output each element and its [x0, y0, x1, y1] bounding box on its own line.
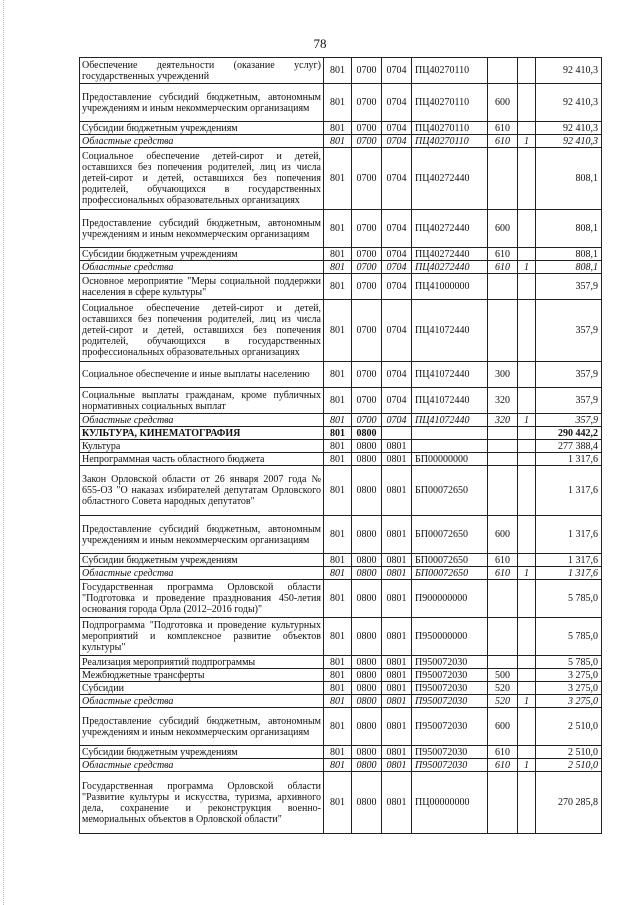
cell-grbs: 801 [324, 772, 352, 834]
cell-amount: 3 275,0 [536, 695, 602, 708]
cell-section: 0700 [352, 148, 382, 210]
cell-name: КУЛЬТУРА, КИНЕМАТОГРАФИЯ [80, 427, 324, 440]
cell-amount: 808,1 [536, 261, 602, 274]
cell-grbs: 801 [324, 427, 352, 440]
cell-section: 0700 [352, 122, 382, 135]
cell-section: 0700 [352, 210, 382, 248]
cell-grbs: 801 [324, 682, 352, 695]
cell-funding-source [518, 746, 536, 759]
cell-subsection: 0801 [382, 466, 412, 516]
cell-funding-source [518, 682, 536, 695]
cell-amount: 2 510,0 [536, 708, 602, 746]
cell-target-article: БП00072650 [412, 554, 488, 567]
cell-grbs: 801 [324, 58, 352, 84]
cell-name: Субсидии бюджетным учреждениям [80, 122, 324, 135]
cell-subsection: 0801 [382, 682, 412, 695]
cell-amount: 1 317,6 [536, 466, 602, 516]
cell-amount: 1 317,6 [536, 567, 602, 580]
cell-name: Социальное обеспечение и иные выплаты населению [80, 362, 324, 388]
cell-amount: 3 275,0 [536, 669, 602, 682]
table-row [80, 695, 602, 708]
cell-amount: 277 388,4 [536, 440, 602, 453]
cell-expense-type: 610 [488, 759, 518, 772]
cell-target-article: ПЦ41072440 [412, 300, 488, 362]
table-row [80, 84, 602, 122]
cell-subsection: 0704 [382, 84, 412, 122]
cell-target-article: ПЦ40272440 [412, 248, 488, 261]
cell-section: 0800 [352, 440, 382, 453]
cell-name: Субсидии бюджетным учреждениям [80, 554, 324, 567]
cell-name: Предоставление субсидий бюджетным, автономным учреждениям и иным некоммерческим организациям [80, 84, 324, 122]
cell-subsection: 0801 [382, 580, 412, 618]
table-row [80, 656, 602, 669]
cell-amount: 357,9 [536, 274, 602, 300]
cell-funding-source [518, 554, 536, 567]
table-row [80, 516, 602, 554]
cell-amount: 5 785,0 [536, 656, 602, 669]
cell-grbs: 801 [324, 148, 352, 210]
cell-name: Областные средства [80, 567, 324, 580]
cell-grbs: 801 [324, 274, 352, 300]
cell-grbs: 801 [324, 122, 352, 135]
cell-section: 0800 [352, 759, 382, 772]
cell-name: Государственная программа Орловской области "Подготовка и проведение празднования 450-летия основания города Орла (2012–2016 годы)" [80, 580, 324, 618]
cell-name: Областные средства [80, 695, 324, 708]
cell-name: Предоставление субсидий бюджетным, автономным учреждениям и иным некоммерческим организациям [80, 516, 324, 554]
table-row [80, 708, 602, 746]
cell-expense-type: 320 [488, 414, 518, 427]
cell-grbs: 801 [324, 362, 352, 388]
cell-name: Подпрограмма "Подготовка и проведение культурных мероприятий и комплексное развитие объектов культуры" [80, 618, 324, 656]
cell-section: 0700 [352, 300, 382, 362]
cell-name: Обеспечение деятельности (оказание услуг) государственных учреждений [80, 58, 324, 84]
cell-expense-type: 600 [488, 516, 518, 554]
table-row [80, 682, 602, 695]
cell-section: 0800 [352, 516, 382, 554]
cell-target-article: П950072030 [412, 695, 488, 708]
cell-expense-type: 500 [488, 669, 518, 682]
cell-target-article [412, 427, 488, 440]
cell-subsection: 0801 [382, 453, 412, 466]
cell-subsection: 0704 [382, 135, 412, 148]
cell-amount: 357,9 [536, 362, 602, 388]
table-row [80, 274, 602, 300]
cell-target-article: ПЦ00000000 [412, 772, 488, 834]
cell-grbs: 801 [324, 300, 352, 362]
cell-subsection: 0801 [382, 708, 412, 746]
cell-grbs: 801 [324, 248, 352, 261]
cell-expense-type: 300 [488, 362, 518, 388]
cell-section: 0700 [352, 414, 382, 427]
budget-table-body [80, 58, 602, 834]
cell-expense-type [488, 580, 518, 618]
cell-grbs: 801 [324, 656, 352, 669]
cell-target-article: П950072030 [412, 669, 488, 682]
cell-name: Областные средства [80, 261, 324, 274]
cell-funding-source: 1 [518, 135, 536, 148]
cell-funding-source [518, 427, 536, 440]
cell-subsection: 0801 [382, 669, 412, 682]
cell-section: 0700 [352, 362, 382, 388]
cell-section: 0700 [352, 388, 382, 414]
cell-target-article: П950072030 [412, 656, 488, 669]
cell-subsection: 0704 [382, 210, 412, 248]
cell-section: 0800 [352, 708, 382, 746]
cell-expense-type: 520 [488, 695, 518, 708]
cell-amount: 1 317,6 [536, 453, 602, 466]
budget-table [79, 57, 602, 834]
cell-target-article: ПЦ41072440 [412, 414, 488, 427]
cell-expense-type: 320 [488, 388, 518, 414]
cell-grbs: 801 [324, 618, 352, 656]
cell-grbs: 801 [324, 708, 352, 746]
cell-subsection: 0704 [382, 362, 412, 388]
cell-expense-type [488, 466, 518, 516]
cell-amount: 92 410,3 [536, 135, 602, 148]
cell-section: 0700 [352, 84, 382, 122]
cell-expense-type: 600 [488, 708, 518, 746]
cell-target-article: ПЦ40272440 [412, 261, 488, 274]
table-row [80, 567, 602, 580]
table-row [80, 388, 602, 414]
cell-funding-source [518, 58, 536, 84]
table-row [80, 759, 602, 772]
cell-section: 0800 [352, 682, 382, 695]
cell-section: 0800 [352, 656, 382, 669]
cell-grbs: 801 [324, 414, 352, 427]
cell-target-article: ПЦ40272440 [412, 210, 488, 248]
cell-grbs: 801 [324, 669, 352, 682]
cell-grbs: 801 [324, 516, 352, 554]
table-row [80, 362, 602, 388]
cell-subsection: 0801 [382, 746, 412, 759]
cell-target-article: П950000000 [412, 618, 488, 656]
table-row [80, 746, 602, 759]
cell-name: Субсидии [80, 682, 324, 695]
cell-name: Закон Орловской области от 26 января 2007 года № 655-ОЗ "О наказах избирателей депутатам Орловского областного Совета народных депутатов" [80, 466, 324, 516]
table-row [80, 618, 602, 656]
cell-subsection: 0704 [382, 414, 412, 427]
cell-section: 0800 [352, 580, 382, 618]
cell-target-article [412, 440, 488, 453]
cell-grbs: 801 [324, 695, 352, 708]
cell-funding-source [518, 656, 536, 669]
cell-section: 0700 [352, 261, 382, 274]
cell-funding-source [518, 440, 536, 453]
cell-grbs: 801 [324, 210, 352, 248]
cell-expense-type [488, 453, 518, 466]
cell-grbs: 801 [324, 746, 352, 759]
cell-subsection: 0704 [382, 248, 412, 261]
cell-grbs: 801 [324, 453, 352, 466]
cell-amount: 290 442,2 [536, 427, 602, 440]
cell-grbs: 801 [324, 554, 352, 567]
cell-subsection: 0704 [382, 261, 412, 274]
cell-section: 0800 [352, 567, 382, 580]
cell-expense-type: 610 [488, 122, 518, 135]
cell-target-article: П950072030 [412, 708, 488, 746]
cell-name: Областные средства [80, 414, 324, 427]
cell-section: 0800 [352, 466, 382, 516]
page-left-edge [0, 0, 4, 905]
cell-expense-type [488, 300, 518, 362]
cell-funding-source [518, 772, 536, 834]
cell-section: 0700 [352, 274, 382, 300]
table-row [80, 261, 602, 274]
cell-funding-source [518, 466, 536, 516]
cell-funding-source [518, 388, 536, 414]
cell-section: 0700 [352, 248, 382, 261]
cell-funding-source [518, 122, 536, 135]
cell-funding-source [518, 669, 536, 682]
cell-name: Социальные выплаты гражданам, кроме публичных нормативных социальных выплат [80, 388, 324, 414]
table-row [80, 453, 602, 466]
cell-subsection: 0801 [382, 656, 412, 669]
cell-target-article: ПЦ40270110 [412, 135, 488, 148]
table-row [80, 148, 602, 210]
cell-section: 0800 [352, 772, 382, 834]
cell-expense-type [488, 148, 518, 210]
cell-expense-type [488, 656, 518, 669]
cell-grbs: 801 [324, 759, 352, 772]
cell-name: Межбюджетные трансферты [80, 669, 324, 682]
cell-name: Социальное обеспечение детей-сирот и детей, оставшихся без попечения родителей, лиц из числа детей-сирот и детей, оставшихся без попечения родителей, обучающихся в государственных профессиональных образовательных организациях [80, 300, 324, 362]
cell-target-article: П950072030 [412, 759, 488, 772]
cell-amount: 3 275,0 [536, 682, 602, 695]
cell-subsection: 0801 [382, 759, 412, 772]
cell-funding-source [518, 148, 536, 210]
table-row [80, 772, 602, 834]
cell-grbs: 801 [324, 388, 352, 414]
table-row [80, 440, 602, 453]
cell-expense-type [488, 772, 518, 834]
cell-expense-type [488, 440, 518, 453]
cell-section: 0800 [352, 618, 382, 656]
page-number: 78 [313, 36, 327, 51]
cell-amount: 1 317,6 [536, 516, 602, 554]
cell-target-article: П950072030 [412, 682, 488, 695]
cell-amount: 357,9 [536, 300, 602, 362]
cell-subsection: 0704 [382, 300, 412, 362]
cell-funding-source [518, 274, 536, 300]
cell-funding-source [518, 210, 536, 248]
cell-name: Социальное обеспечение детей-сирот и детей, оставшихся без попечения родителей, лиц из числа детей-сирот и детей, оставшихся без попечения родителей, обучающихся в государственных профессиональных образовательных организациях [80, 148, 324, 210]
cell-target-article: ПЦ40270110 [412, 84, 488, 122]
cell-grbs: 801 [324, 84, 352, 122]
cell-expense-type: 610 [488, 261, 518, 274]
cell-subsection: 0801 [382, 695, 412, 708]
cell-section: 0800 [352, 453, 382, 466]
cell-expense-type [488, 618, 518, 656]
cell-amount: 92 410,3 [536, 58, 602, 84]
cell-funding-source: 1 [518, 414, 536, 427]
cell-expense-type: 610 [488, 567, 518, 580]
cell-name: Субсидии бюджетным учреждениям [80, 248, 324, 261]
cell-grbs: 801 [324, 261, 352, 274]
cell-amount: 1 317,6 [536, 554, 602, 567]
cell-amount: 270 285,8 [536, 772, 602, 834]
cell-funding-source [518, 580, 536, 618]
cell-grbs: 801 [324, 580, 352, 618]
cell-amount: 808,1 [536, 248, 602, 261]
cell-expense-type: 600 [488, 84, 518, 122]
table-row [80, 414, 602, 427]
cell-grbs: 801 [324, 440, 352, 453]
table-row [80, 248, 602, 261]
table-row [80, 580, 602, 618]
cell-grbs: 801 [324, 135, 352, 148]
table-row [80, 210, 602, 248]
cell-name: Основное мероприятие "Меры социальной поддержки населения в сфере культуры" [80, 274, 324, 300]
cell-funding-source: 1 [518, 567, 536, 580]
cell-name: Областные средства [80, 759, 324, 772]
table-row [80, 300, 602, 362]
cell-target-article: ПЦ40272440 [412, 148, 488, 210]
cell-target-article: ПЦ40270110 [412, 58, 488, 84]
table-row [80, 669, 602, 682]
cell-subsection: 0801 [382, 516, 412, 554]
cell-expense-type: 610 [488, 554, 518, 567]
cell-amount: 2 510,0 [536, 746, 602, 759]
cell-target-article: ПЦ40270110 [412, 122, 488, 135]
cell-expense-type: 520 [488, 682, 518, 695]
cell-section: 0800 [352, 695, 382, 708]
cell-target-article: БП00072650 [412, 516, 488, 554]
cell-subsection: 0704 [382, 58, 412, 84]
cell-subsection: 0801 [382, 618, 412, 656]
cell-amount: 808,1 [536, 210, 602, 248]
cell-name: Предоставление субсидий бюджетным, автономным учреждениям и иным некоммерческим организациям [80, 708, 324, 746]
table-row [80, 58, 602, 84]
cell-funding-source: 1 [518, 759, 536, 772]
table-row [80, 427, 602, 440]
cell-target-article: ПЦ41072440 [412, 362, 488, 388]
cell-subsection: 0704 [382, 148, 412, 210]
cell-funding-source [518, 516, 536, 554]
cell-target-article: П950072030 [412, 746, 488, 759]
cell-section: 0800 [352, 746, 382, 759]
cell-funding-source: 1 [518, 695, 536, 708]
cell-target-article: ПЦ41072440 [412, 388, 488, 414]
cell-amount: 92 410,3 [536, 122, 602, 135]
cell-section: 0700 [352, 135, 382, 148]
cell-funding-source [518, 453, 536, 466]
cell-subsection: 0801 [382, 440, 412, 453]
cell-name: Предоставление субсидий бюджетным, автономным учреждениям и иным некоммерческим организациям [80, 210, 324, 248]
cell-subsection [382, 427, 412, 440]
cell-amount: 5 785,0 [536, 618, 602, 656]
cell-amount: 808,1 [536, 148, 602, 210]
table-row [80, 466, 602, 516]
table-row [80, 135, 602, 148]
cell-section: 0800 [352, 427, 382, 440]
cell-subsection: 0801 [382, 772, 412, 834]
table-row [80, 122, 602, 135]
cell-funding-source [518, 618, 536, 656]
cell-amount: 5 785,0 [536, 580, 602, 618]
cell-target-article: ПЦ41000000 [412, 274, 488, 300]
cell-subsection: 0704 [382, 122, 412, 135]
cell-expense-type: 610 [488, 135, 518, 148]
cell-section: 0800 [352, 554, 382, 567]
cell-subsection: 0704 [382, 274, 412, 300]
cell-funding-source [518, 300, 536, 362]
cell-funding-source [518, 708, 536, 746]
cell-funding-source [518, 84, 536, 122]
cell-section: 0800 [352, 669, 382, 682]
cell-funding-source [518, 362, 536, 388]
cell-expense-type: 600 [488, 210, 518, 248]
table-row [80, 554, 602, 567]
cell-name: Субсидии бюджетным учреждениям [80, 746, 324, 759]
cell-grbs: 801 [324, 567, 352, 580]
cell-amount: 2 510,0 [536, 759, 602, 772]
cell-expense-type [488, 427, 518, 440]
cell-name: Государственная программа Орловской области "Развитие культуры и искусства, туризма, архивного дела, сохранение и реконструкция военно-мемориальных объектов в Орловской области" [80, 772, 324, 834]
cell-amount: 357,9 [536, 414, 602, 427]
cell-subsection: 0801 [382, 567, 412, 580]
cell-grbs: 801 [324, 466, 352, 516]
cell-subsection: 0801 [382, 554, 412, 567]
cell-target-article: БП00000000 [412, 453, 488, 466]
cell-amount: 357,9 [536, 388, 602, 414]
cell-target-article: БП00072650 [412, 466, 488, 516]
budget-table-container [79, 57, 601, 834]
cell-subsection: 0704 [382, 388, 412, 414]
cell-expense-type: 610 [488, 746, 518, 759]
cell-name: Областные средства [80, 135, 324, 148]
cell-expense-type [488, 58, 518, 84]
cell-section: 0700 [352, 58, 382, 84]
cell-name: Непрограммная часть областного бюджета [80, 453, 324, 466]
cell-expense-type [488, 274, 518, 300]
cell-funding-source: 1 [518, 261, 536, 274]
cell-expense-type: 610 [488, 248, 518, 261]
cell-amount: 92 410,3 [536, 84, 602, 122]
cell-target-article: БП00072650 [412, 567, 488, 580]
cell-name: Реализация мероприятий подпрограммы [80, 656, 324, 669]
cell-target-article: П900000000 [412, 580, 488, 618]
cell-name: Культура [80, 440, 324, 453]
cell-funding-source [518, 248, 536, 261]
